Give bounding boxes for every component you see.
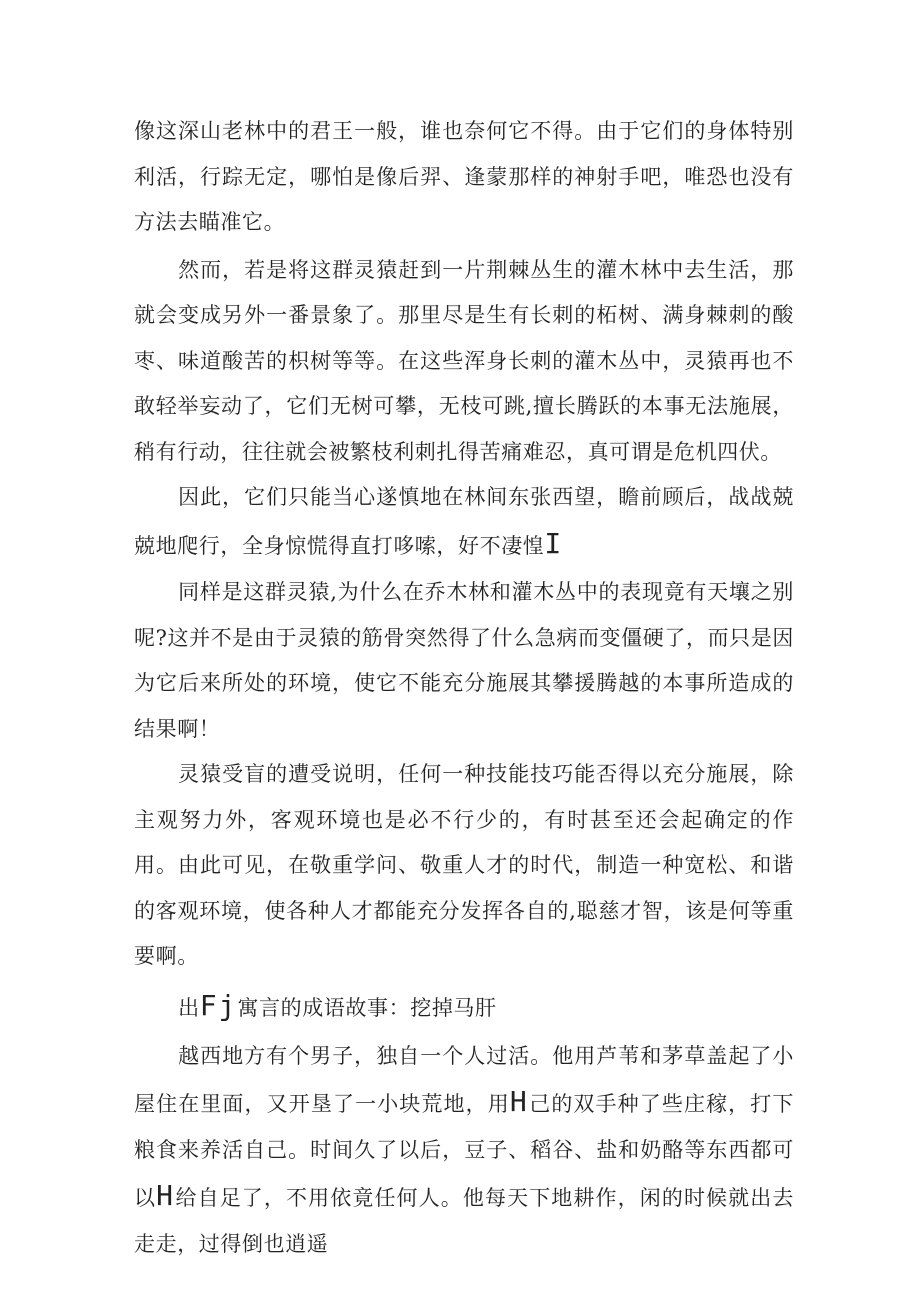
story-segment-2: 己的双手种了些庄稼，打下粮食来养活自己。时间久了以后，豆子、稻谷、盐和奶酪等东西都可以 — [134, 1092, 794, 1210]
ocr-artifact-glyph: I — [544, 526, 564, 560]
story-segment-1: 越西地方有个男子，独自一个人过活。他用芦苇和茅草盖起了小屋住在里面，又开垦了一小块荒地，用 — [134, 1043, 794, 1116]
subtitle-prefix: 出 — [178, 995, 200, 1020]
story-ocr-artifact-2: H — [156, 1179, 175, 1212]
paragraph-3-text: 因此，它们只能当心遂慎地在林间东张西望，瞻前顾后，战战兢兢地爬行，全身惊慌得直打哆嗦，好不凄惶 — [134, 485, 794, 558]
story-paragraph — [134, 1034, 794, 1268]
story-segment-3: 给自足了，不用依竟任何人。他每天下地耕作，闲的时候就出去走走，过得倒也逍遥 — [134, 1186, 794, 1256]
paragraph-3 — [134, 475, 794, 569]
subtitle-title: 寓言的成语故事：挖掉马肝 — [237, 995, 497, 1020]
paragraph-4: 同样是这群灵猿,为什么在乔木林和灌木丛中的表现竟有天壤之别呢?这并不是由于灵猿的筋骨突然得了什么急病而变僵硬了，而只是因为它后来所处的环境，使它不能充分施展其攀援腾越的本事所造成的结果啊！ — [134, 580, 794, 741]
section-subtitle — [134, 982, 794, 1032]
paragraph-1: 像这深山老林中的君王一般，谁也奈何它不得。由于它们的身体特别利活，行踪无定，哪怕是像后羿、逢蒙那样的神射手吧，唯恐也没有方法去瞄准它。 — [134, 119, 794, 234]
paragraph-5: 灵猿受盲的遭受说明，任何一种技能技巧能否得以充分施展，除主观努力外，客观环境也是必不行少的，有时甚至还会起确定的作用。由此可见，在敬重学问、敬重人才的时代，制造一种宽松、和谐的客观环境，使各种人才都能充分发挥各自的,聪慈才智，该是何等重要啊。 — [134, 762, 794, 968]
story-ocr-artifact-1: H — [509, 1085, 529, 1118]
paragraph-2: 然而，若是将这群灵猿赶到一片荆棘丛生的灌木林中去生活，那就会变成另外一番景象了。那里尽是生有长刺的柘树、满身棘刺的酸枣、味道酸苦的枳树等等。在这些浑身长刺的灌木丛中，灵猿再也不敢轻举妄动了，它们无树可攀，无枝可跳,擅长腾跃的本事无法施展，稍有行动，往往就会被繁枝利刺扎得苦痛难忍，真可谓是危机四伏。 — [134, 257, 794, 464]
document-body — [134, 109, 794, 1267]
subtitle-ocr-artifact: Fj — [199, 988, 238, 1022]
